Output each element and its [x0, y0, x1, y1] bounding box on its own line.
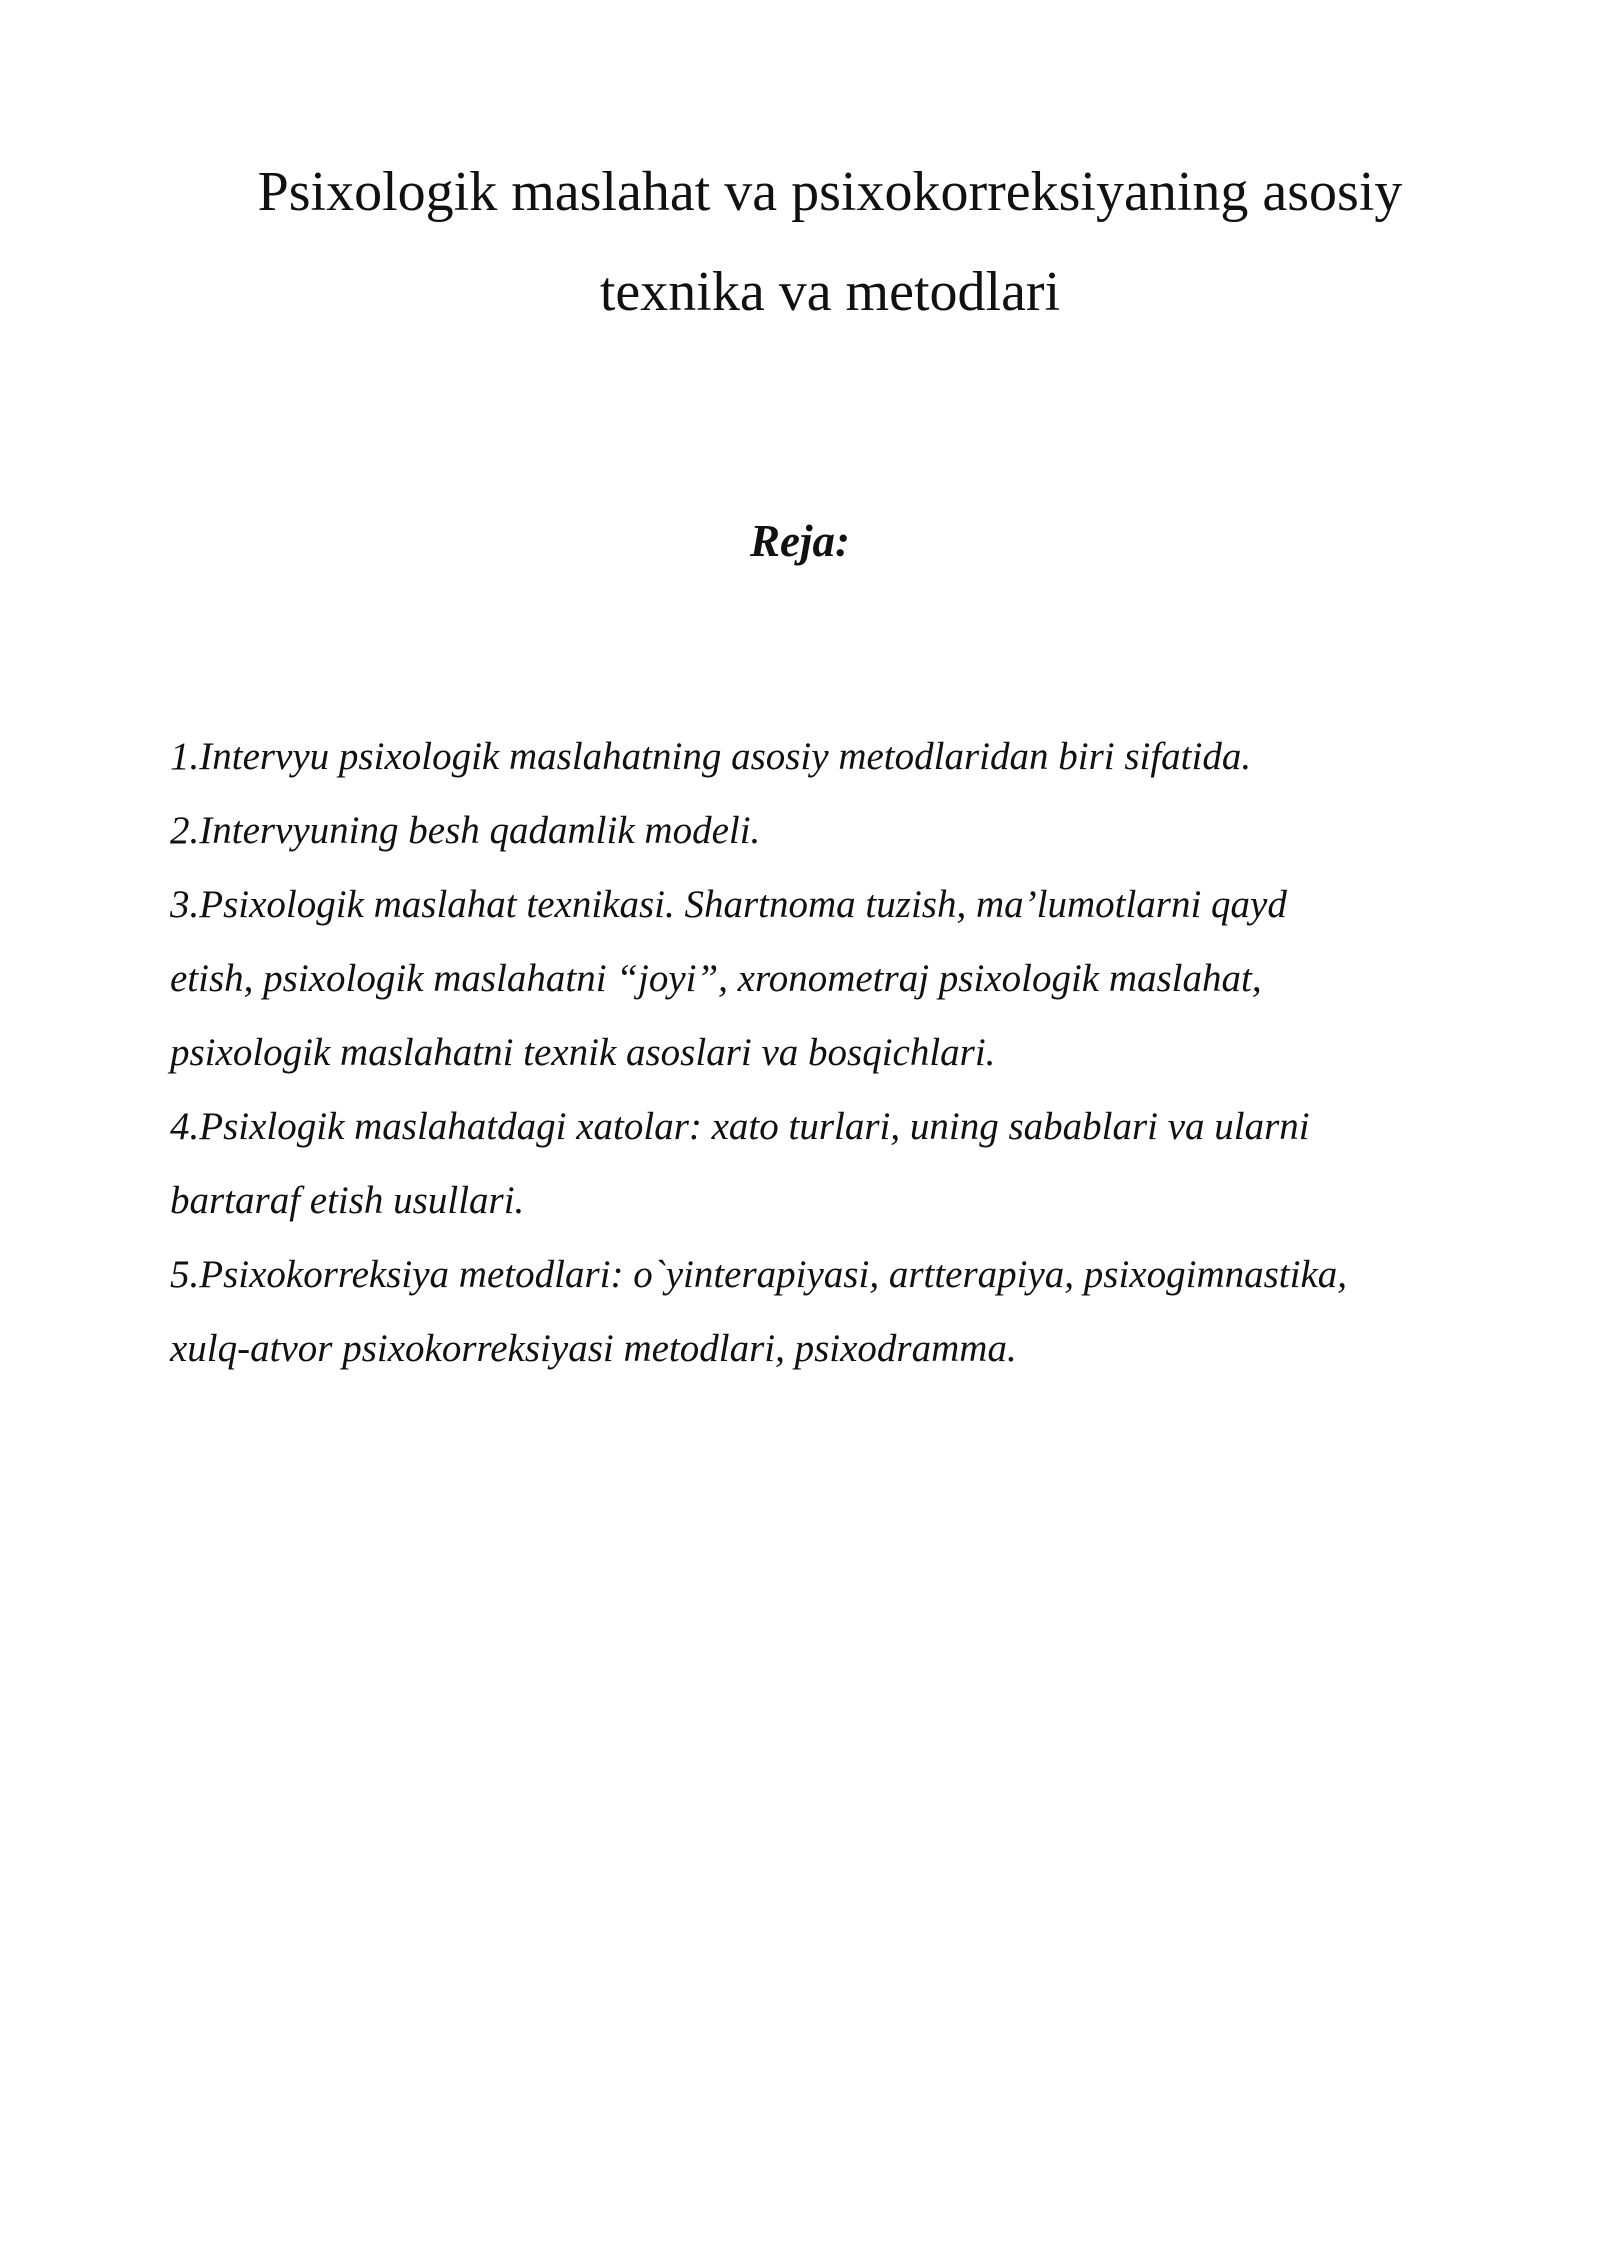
plan-item-line: etish, psixologik maslahatni “joyi”, xronometraj psixologik maslahat,: [170, 957, 1262, 1000]
plan-item-line: 4.Psixlogik maslahatdagi xatolar: xato turlari, uning sabablari va ularni: [170, 1105, 1310, 1148]
title-line: Psixologik maslahat va psixokorreksiyaning asosiy: [257, 161, 1403, 223]
plan-item-line: psixologik maslahatni texnik asoslari va bosqichlari.: [170, 1031, 996, 1074]
plan-item: [170, 720, 1500, 794]
plan-heading: Reja:: [750, 516, 850, 566]
document-title: [150, 142, 1510, 342]
plan-item: [170, 1238, 1500, 1386]
plan-item-line: 3.Psixologik maslahat texnikasi. Shartnoma tuzish, ma’lumotlarni qayd: [170, 883, 1287, 926]
plan-item-line: 5.Psixokorreksiya metodlari: o`yinterapiyasi, artterapiya, psixogimnastika,: [170, 1253, 1348, 1296]
plan-item: [170, 794, 1500, 868]
plan-item-line: xulq-atvor psixokorreksiyasi metodlari, psixodramma.: [170, 1327, 1017, 1370]
plan-list: [170, 720, 1500, 1386]
title-line: texnika va metodlari: [599, 261, 1061, 323]
plan-item-line: bartaraf etish usullari.: [170, 1179, 525, 1222]
plan-item-line: 1.Intervyu psixologik maslahatning asosiy metodlaridan biri sifatida.: [170, 735, 1252, 778]
plan-item-line: 2.Intervyuning besh qadamlik modeli.: [170, 809, 761, 852]
plan-item: [170, 1090, 1500, 1238]
plan-item: [170, 868, 1500, 1090]
